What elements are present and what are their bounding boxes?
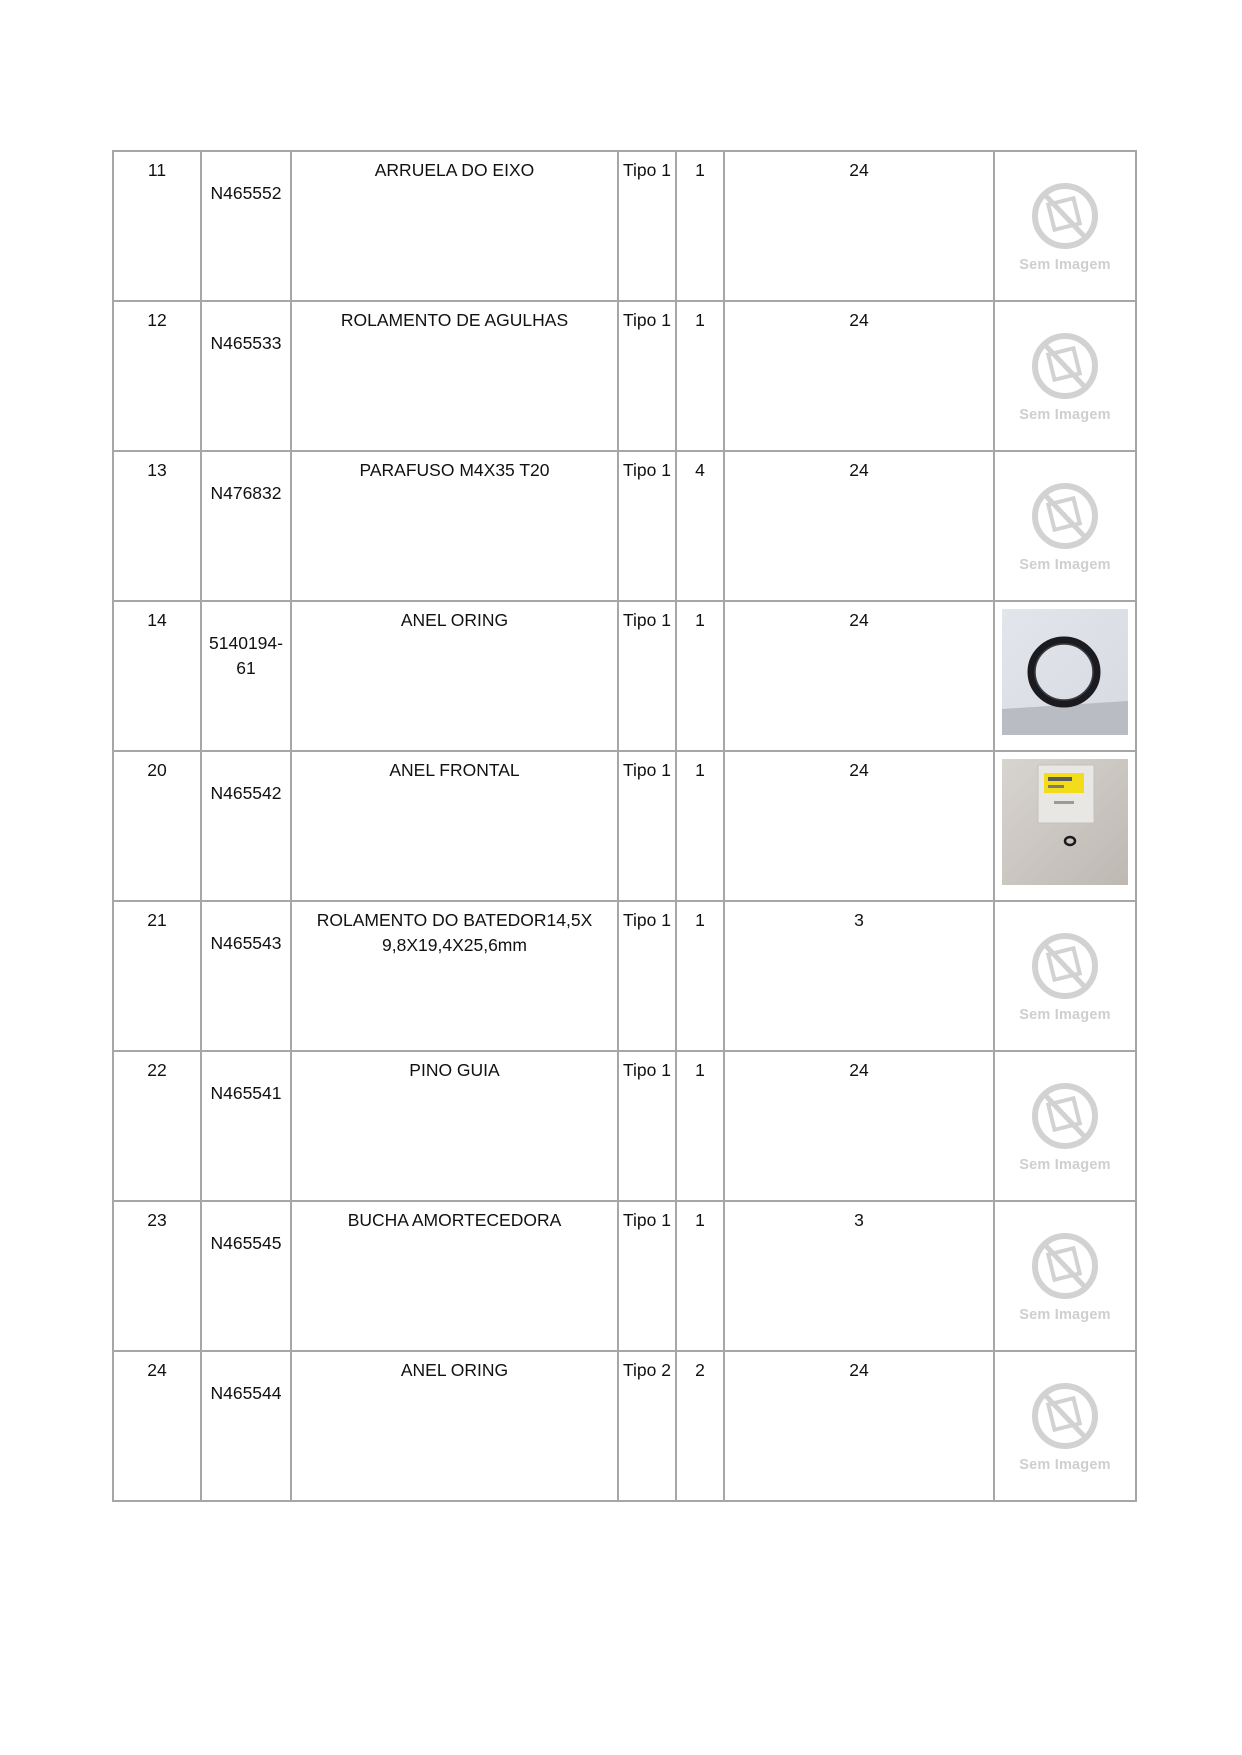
part-value: 24: [849, 160, 869, 180]
item-number: 12: [113, 301, 201, 451]
image-cell: [994, 451, 1136, 601]
quantity-cell: [676, 1201, 724, 1351]
image-cell: [994, 301, 1136, 451]
no-image-label: Sem Imagem: [1019, 1157, 1111, 1173]
no-image-label: Sem Imagem: [1019, 1007, 1111, 1023]
part-code: N465543: [210, 933, 282, 953]
part-type: Tipo 1: [623, 610, 671, 630]
value-cell: [724, 901, 994, 1051]
description-cell: [291, 601, 618, 751]
description-cell: [291, 901, 618, 1051]
oring-photo: [1002, 609, 1128, 737]
no-image-placeholder: [1002, 1359, 1128, 1487]
item-number: 24: [113, 1351, 201, 1501]
table-row: [113, 301, 1136, 451]
part-quantity: 4: [695, 460, 705, 480]
part-code: N465542: [210, 783, 282, 803]
part-value: 3: [854, 910, 864, 930]
parts-table: [112, 150, 1137, 1502]
value-cell: [724, 1351, 994, 1501]
no-image-placeholder: [1002, 309, 1128, 437]
item-number: 14: [113, 601, 201, 751]
part-type: Tipo 1: [623, 160, 671, 180]
no-image-label: Sem Imagem: [1019, 1457, 1111, 1473]
part-code-cell: [201, 151, 291, 301]
part-value: 24: [849, 310, 869, 330]
part-value: 24: [849, 760, 869, 780]
part-quantity: 1: [695, 160, 705, 180]
part-value: 24: [849, 460, 869, 480]
part-quantity: 1: [695, 310, 705, 330]
description-cell: [291, 1051, 618, 1201]
part-description: ANEL ORING: [400, 1360, 509, 1380]
no-image-placeholder: [1002, 1209, 1128, 1337]
no-image-icon: [1030, 931, 1100, 1001]
value-cell: [724, 1201, 994, 1351]
value-cell: [724, 151, 994, 301]
value-cell: [724, 301, 994, 451]
part-code: N476832: [210, 483, 282, 503]
value-cell: [724, 1051, 994, 1201]
part-code: 5140194-61: [209, 633, 283, 678]
table-row: [113, 1201, 1136, 1351]
part-value: 24: [849, 1360, 869, 1380]
no-image-label: Sem Imagem: [1019, 1307, 1111, 1323]
part-value: 24: [849, 610, 869, 630]
part-type: Tipo 1: [623, 1210, 671, 1230]
no-image-icon: [1030, 1381, 1100, 1451]
quantity-cell: [676, 751, 724, 901]
description-cell: [291, 151, 618, 301]
no-image-icon: [1030, 1081, 1100, 1151]
no-image-label: Sem Imagem: [1019, 557, 1111, 573]
part-code-cell: [201, 451, 291, 601]
part-code-cell: [201, 901, 291, 1051]
quantity-cell: [676, 1051, 724, 1201]
table-row: [113, 601, 1136, 751]
item-number: 23: [113, 1201, 201, 1351]
part-code: N465552: [210, 183, 282, 203]
no-image-placeholder: [1002, 459, 1128, 587]
type-cell: [618, 451, 676, 601]
image-cell: [994, 751, 1136, 901]
item-number: 21: [113, 901, 201, 1051]
part-value: 24: [849, 1060, 869, 1080]
part-code: N465533: [210, 333, 282, 353]
description-cell: [291, 1201, 618, 1351]
type-cell: [618, 151, 676, 301]
quantity-cell: [676, 301, 724, 451]
part-code-cell: [201, 751, 291, 901]
quantity-cell: [676, 151, 724, 301]
item-number: 11: [113, 151, 201, 301]
no-image-label: Sem Imagem: [1019, 257, 1111, 273]
part-code: N465544: [210, 1383, 282, 1403]
part-description: ROLAMENTO DO BATEDOR14,5X 9,8X19,4X25,6mm: [316, 910, 593, 955]
part-description: PINO GUIA: [409, 1060, 500, 1080]
part-description: BUCHA AMORTECEDORA: [347, 1210, 562, 1230]
quantity-cell: [676, 451, 724, 601]
type-cell: [618, 1051, 676, 1201]
part-code-cell: [201, 1051, 291, 1201]
quantity-cell: [676, 901, 724, 1051]
part-code-cell: [201, 301, 291, 451]
item-number: 20: [113, 751, 201, 901]
oring-photo-image: [1002, 609, 1128, 735]
description-cell: [291, 1351, 618, 1501]
part-description: ANEL FRONTAL: [389, 760, 520, 780]
description-cell: [291, 301, 618, 451]
type-cell: [618, 1201, 676, 1351]
item-number: 22: [113, 1051, 201, 1201]
table-row: [113, 451, 1136, 601]
image-cell: [994, 1051, 1136, 1201]
part-type: Tipo 1: [623, 910, 671, 930]
no-image-placeholder: [1002, 1059, 1128, 1187]
part-quantity: 1: [695, 1060, 705, 1080]
part-type: Tipo 1: [623, 760, 671, 780]
no-image-icon: [1030, 481, 1100, 551]
type-cell: [618, 301, 676, 451]
type-cell: [618, 751, 676, 901]
bag-photo: [1002, 759, 1128, 887]
part-code: N465545: [210, 1233, 282, 1253]
part-code: N465541: [210, 1083, 282, 1103]
table-row: [113, 1351, 1136, 1501]
value-cell: [724, 601, 994, 751]
image-cell: [994, 601, 1136, 751]
part-description: PARAFUSO M4X35 T20: [359, 460, 550, 480]
parts-table-body: [113, 151, 1136, 1501]
image-cell: [994, 901, 1136, 1051]
image-cell: [994, 1351, 1136, 1501]
quantity-cell: [676, 1351, 724, 1501]
value-cell: [724, 451, 994, 601]
image-cell: [994, 151, 1136, 301]
item-number: 13: [113, 451, 201, 601]
bag-photo-image: [1002, 759, 1128, 885]
type-cell: [618, 901, 676, 1051]
description-cell: [291, 451, 618, 601]
no-image-icon: [1030, 331, 1100, 401]
part-description: ROLAMENTO DE AGULHAS: [340, 310, 569, 330]
part-description: ANEL ORING: [400, 610, 509, 630]
part-quantity: 1: [695, 910, 705, 930]
part-type: Tipo 1: [623, 460, 671, 480]
part-code-cell: [201, 601, 291, 751]
no-image-placeholder: [1002, 159, 1128, 287]
table-row: [113, 901, 1136, 1051]
type-cell: [618, 601, 676, 751]
table-row: [113, 1051, 1136, 1201]
no-image-placeholder: [1002, 909, 1128, 1037]
part-code-cell: [201, 1201, 291, 1351]
part-quantity: 1: [695, 610, 705, 630]
table-row: [113, 151, 1136, 301]
description-cell: [291, 751, 618, 901]
no-image-label: Sem Imagem: [1019, 407, 1111, 423]
image-cell: [994, 1201, 1136, 1351]
part-description: ARRUELA DO EIXO: [374, 160, 535, 180]
quantity-cell: [676, 601, 724, 751]
part-value: 3: [854, 1210, 864, 1230]
no-image-icon: [1030, 1231, 1100, 1301]
part-quantity: 1: [695, 1210, 705, 1230]
value-cell: [724, 751, 994, 901]
part-type: Tipo 1: [623, 310, 671, 330]
part-type: Tipo 1: [623, 1060, 671, 1080]
table-row: [113, 751, 1136, 901]
part-quantity: 1: [695, 760, 705, 780]
type-cell: [618, 1351, 676, 1501]
no-image-icon: [1030, 181, 1100, 251]
part-quantity: 2: [695, 1360, 705, 1380]
part-code-cell: [201, 1351, 291, 1501]
part-type: Tipo 2: [623, 1360, 671, 1380]
